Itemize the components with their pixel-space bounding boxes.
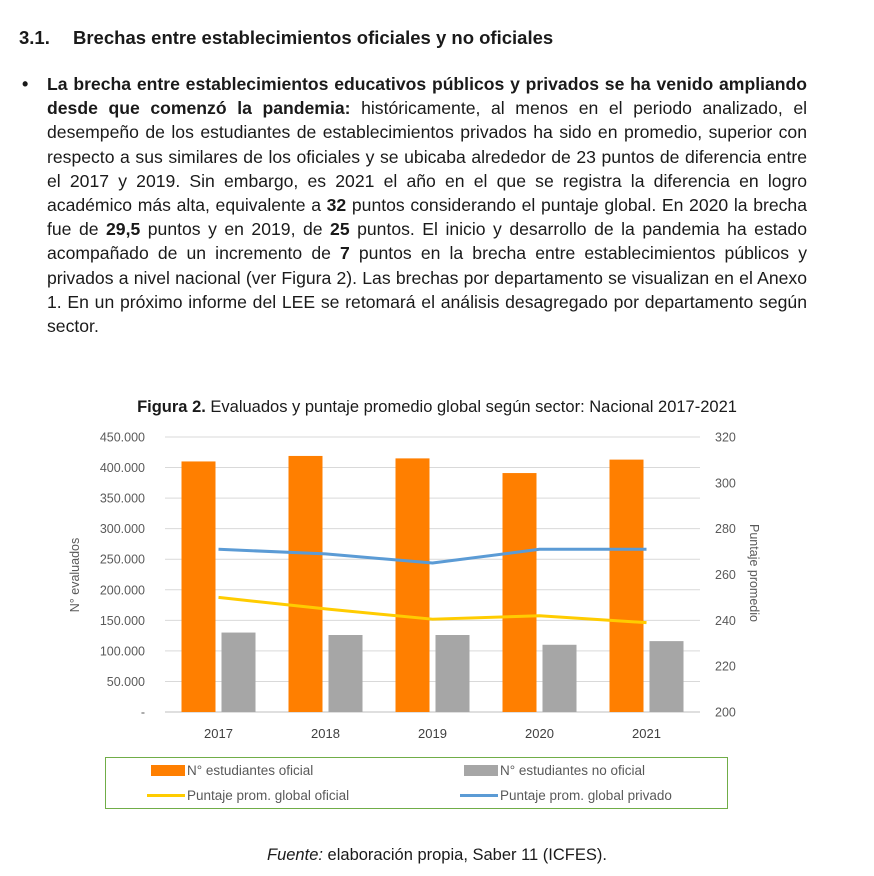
x-tick-label: 2021 bbox=[632, 726, 661, 741]
y-tick-label: - bbox=[140, 705, 145, 720]
legend-item-privado-line bbox=[460, 788, 672, 803]
y2-tick-label: 240 bbox=[715, 613, 736, 628]
y-tick-label: 250.000 bbox=[99, 552, 145, 567]
figure-source bbox=[0, 846, 874, 865]
y-tick-label: 150.000 bbox=[99, 613, 145, 628]
paragraph-text: puntos considerando el puntaje global. En 2020 la brecha fue de bbox=[47, 195, 807, 240]
y2-tick-label: 300 bbox=[715, 476, 736, 491]
x-tick-label: 2018 bbox=[311, 726, 340, 741]
bar-oficial bbox=[396, 458, 430, 712]
paragraph-text: históricamente, al menos en el periodo analizado, el desempeño de los estudiantes de establecimientos privados ha sido en promedio, superior con respecto a sus similares de los oficiales y se ubicaba alrededor de 23 puntos de diferencia entre el 2017 y 2019. Sin embargo, es 2021 el año en el que se registra la diferencia en logro académico más alta, equivalente a bbox=[47, 98, 808, 216]
line-privado bbox=[219, 549, 647, 563]
paragraph-text: puntos y en 2019, de bbox=[140, 219, 331, 240]
bar-oficial bbox=[289, 456, 323, 712]
legend-swatch-gray bbox=[464, 765, 498, 776]
legend-line-yellow bbox=[147, 794, 185, 797]
figure-label: Figura 2. bbox=[137, 398, 206, 416]
y-tick-label: 50.000 bbox=[106, 674, 145, 689]
legend-item-oficial-line bbox=[147, 788, 349, 803]
legend-item-oficial-bars bbox=[151, 763, 313, 778]
y-tick-label: 200.000 bbox=[99, 583, 145, 598]
paragraph-bold-value: 29,5 bbox=[106, 219, 141, 240]
y-tick-label: 350.000 bbox=[99, 491, 145, 506]
bar-no-oficial bbox=[543, 645, 577, 712]
y-tick-label: 100.000 bbox=[99, 644, 145, 659]
figure-caption-text: Evaluados y puntaje promedio global según sector: Nacional 2017-2021 bbox=[205, 398, 737, 416]
y2-tick-label: 280 bbox=[715, 522, 736, 537]
legend-line-blue bbox=[460, 794, 498, 797]
section-number: 3.1. bbox=[19, 27, 50, 48]
paragraph-bold-lead: La brecha entre establecimientos educativos públicos y privados se ha venido ampliando desde que comenzó la pandemia: bbox=[47, 74, 807, 119]
bar-no-oficial bbox=[650, 641, 684, 712]
bullet-icon: • bbox=[22, 74, 29, 94]
legend-swatch-orange bbox=[151, 765, 185, 776]
y-tick-label: 400.000 bbox=[99, 461, 145, 476]
bar-oficial bbox=[610, 460, 644, 712]
source-text: elaboración propia, Saber 11 (ICFES). bbox=[322, 846, 607, 864]
paragraph-text: puntos. El inicio y desarrollo de la pandemia ha estado acompañado de un incremento de bbox=[47, 219, 807, 264]
section-title: Brechas entre establecimientos oficiales y no oficiales bbox=[73, 27, 554, 48]
legend-label: N° estudiantes no oficial bbox=[500, 763, 645, 778]
bar-oficial bbox=[182, 461, 216, 712]
y2-axis-title: Puntaje promedio bbox=[747, 524, 761, 622]
y-tick-label: 450.000 bbox=[99, 430, 145, 445]
paragraph-text: puntos en la brecha entre establecimientos públicos y privados a nivel nacional (ver Figura 2). Las brechas por departamento se visualizan en el Anexo 1. En un próximo informe del LEE se retomará el análisis desagregado por departamento según sector. bbox=[47, 243, 807, 337]
line-oficial bbox=[219, 597, 647, 622]
paragraph-bold-value: 25 bbox=[330, 219, 350, 240]
chart-legend bbox=[105, 757, 728, 809]
y-axis-title: N° evaluados bbox=[68, 537, 82, 613]
legend-label: Puntaje prom. global privado bbox=[500, 788, 672, 803]
paragraph-bold-value: 32 bbox=[326, 195, 347, 216]
y2-tick-label: 320 bbox=[715, 430, 736, 445]
bar-oficial bbox=[503, 473, 537, 712]
legend-label: Puntaje prom. global oficial bbox=[187, 788, 350, 803]
paragraph-bold-value: 7 bbox=[340, 243, 350, 264]
y2-tick-label: 220 bbox=[715, 659, 736, 674]
x-tick-label: 2020 bbox=[525, 726, 554, 741]
x-tick-label: 2019 bbox=[418, 726, 447, 741]
bar-no-oficial bbox=[222, 633, 256, 712]
source-label: Fuente: bbox=[267, 846, 323, 864]
legend-item-no-oficial-bars bbox=[464, 763, 645, 778]
y2-tick-label: 200 bbox=[715, 705, 736, 720]
bar-no-oficial bbox=[329, 635, 363, 712]
y2-tick-label: 260 bbox=[715, 568, 736, 582]
legend-label: N° estudiantes oficial bbox=[187, 763, 314, 778]
x-tick-label: 2017 bbox=[204, 726, 233, 741]
y-tick-label: 300.000 bbox=[99, 522, 145, 537]
bar-no-oficial bbox=[436, 635, 470, 712]
